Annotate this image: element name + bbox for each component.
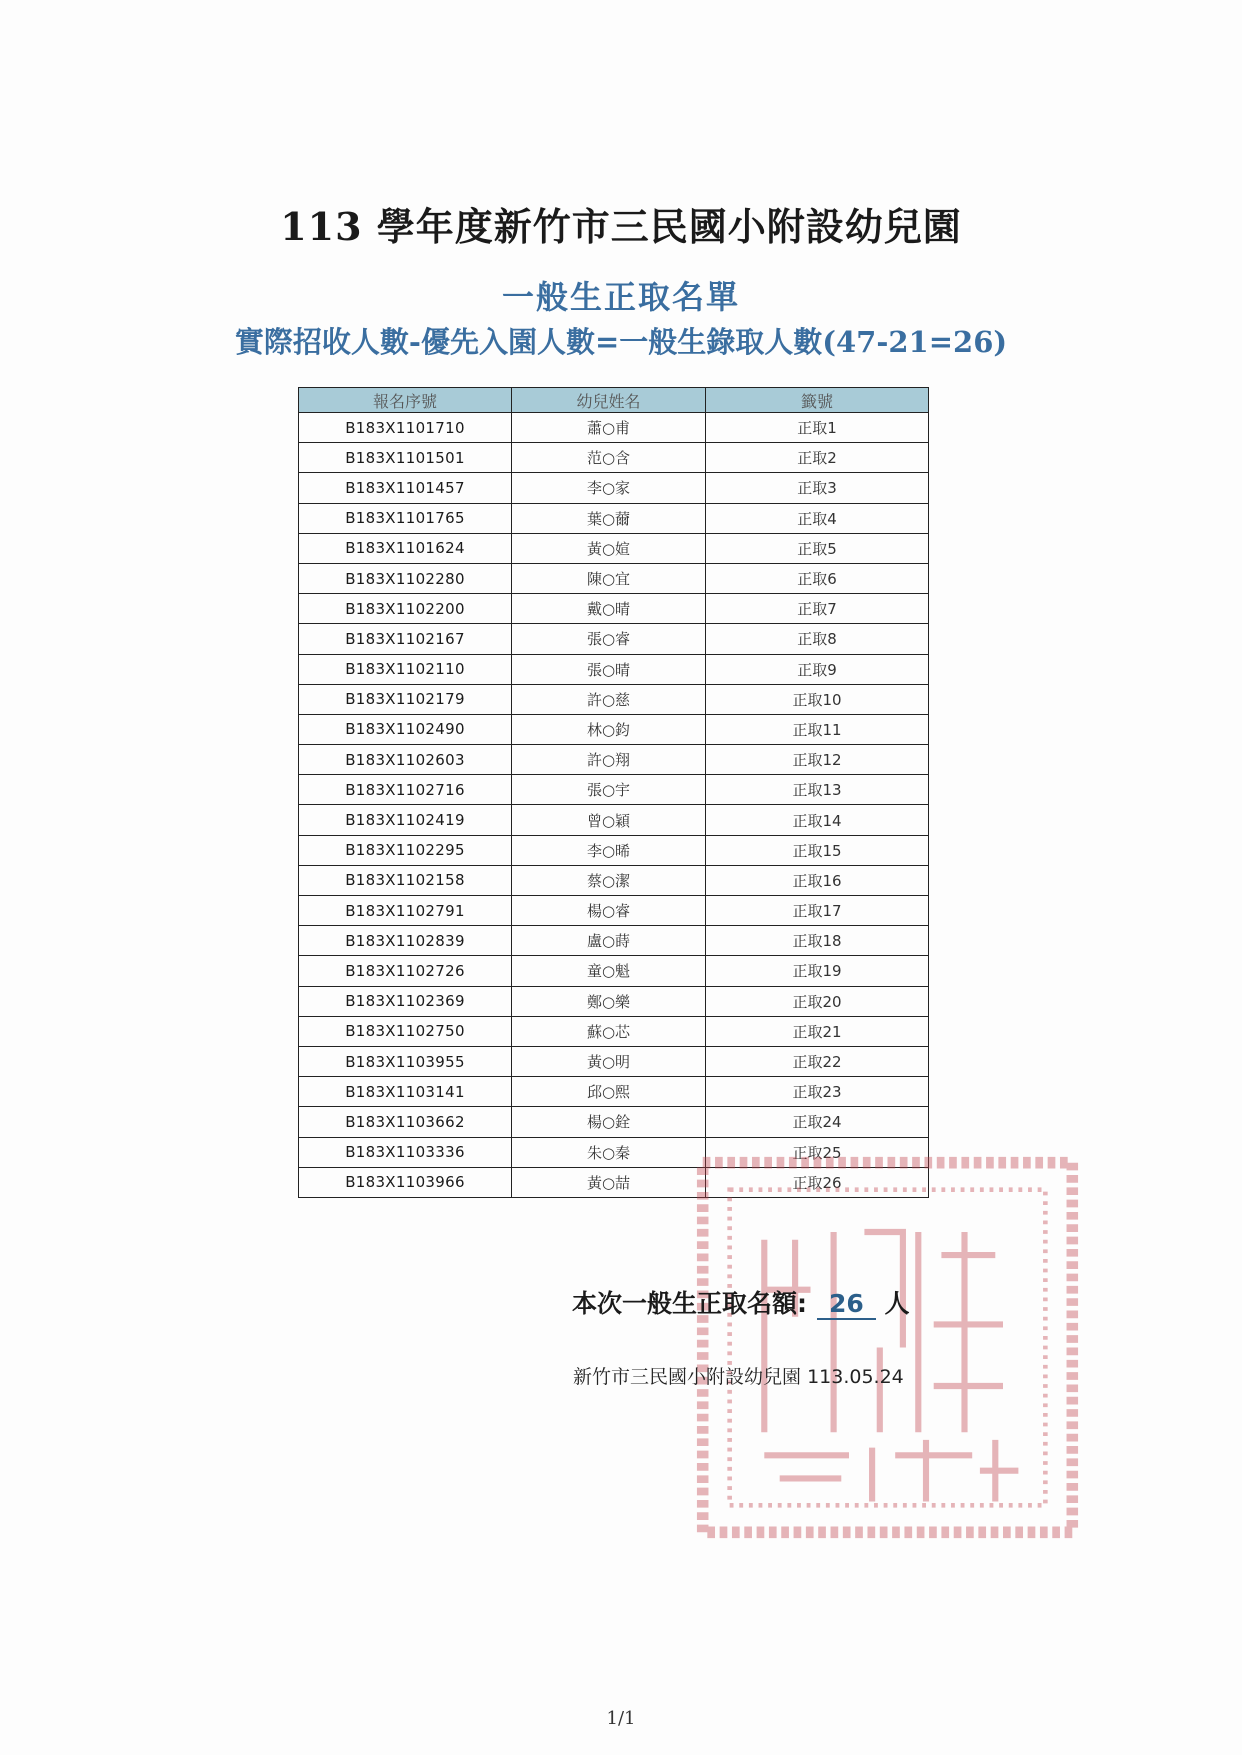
row-name: 許○慈 (512, 684, 706, 714)
total-label: 本次一般生正取名額: (572, 1289, 807, 1318)
row-tag: 正取8 (706, 624, 929, 654)
row-name: 戴○晴 (512, 594, 706, 624)
table-row (299, 926, 929, 956)
row-seq: B183X1101710 (299, 413, 512, 443)
row-name: 盧○蒔 (512, 926, 706, 956)
row-seq: B183X1102750 (299, 1016, 512, 1046)
row-seq: B183X1102179 (299, 684, 512, 714)
row-seq: B183X1101765 (299, 503, 512, 533)
table-row (299, 865, 929, 895)
row-seq: B183X1102295 (299, 835, 512, 865)
header-name: 幼兒姓名 (512, 388, 706, 413)
row-seq: B183X1102200 (299, 594, 512, 624)
table-row (299, 563, 929, 593)
row-seq: B183X1102839 (299, 926, 512, 956)
table-row (299, 835, 929, 865)
issue-date: 113.05.24 (807, 1366, 904, 1388)
row-seq: B183X1102791 (299, 896, 512, 926)
issuer-footer (573, 1362, 904, 1389)
row-tag: 正取12 (706, 745, 929, 775)
row-name: 鄭○樂 (512, 986, 706, 1016)
table-row (299, 956, 929, 986)
table-row (299, 654, 929, 684)
row-name: 蕭○甫 (512, 413, 706, 443)
row-seq: B183X1103966 (299, 1167, 512, 1197)
table-row (299, 896, 929, 926)
table-row (299, 805, 929, 835)
row-name: 楊○銓 (512, 1107, 706, 1137)
total-count: 26 (817, 1289, 876, 1320)
table-row (299, 443, 929, 473)
row-tag: 正取6 (706, 563, 929, 593)
row-seq: B183X1101457 (299, 473, 512, 503)
row-tag: 正取2 (706, 443, 929, 473)
table-row (299, 1167, 929, 1197)
row-seq: B183X1102419 (299, 805, 512, 835)
table-row (299, 594, 929, 624)
row-tag: 正取18 (706, 926, 929, 956)
row-name: 葉○薾 (512, 503, 706, 533)
table-row (299, 714, 929, 744)
row-tag: 正取4 (706, 503, 929, 533)
row-name: 張○宇 (512, 775, 706, 805)
row-seq: B183X1102726 (299, 956, 512, 986)
row-tag: 正取23 (706, 1077, 929, 1107)
row-seq: B183X1102158 (299, 865, 512, 895)
row-name: 林○鈞 (512, 714, 706, 744)
row-tag: 正取7 (706, 594, 929, 624)
row-tag: 正取25 (706, 1137, 929, 1167)
table-row (299, 1046, 929, 1076)
row-seq: B183X1101501 (299, 443, 512, 473)
admission-table (298, 387, 929, 1198)
row-name: 許○翔 (512, 745, 706, 775)
table-row (299, 1016, 929, 1046)
row-seq: B183X1102369 (299, 986, 512, 1016)
table-row (299, 745, 929, 775)
row-name: 黃○明 (512, 1046, 706, 1076)
row-tag: 正取13 (706, 775, 929, 805)
row-seq: B183X1103141 (299, 1077, 512, 1107)
row-tag: 正取20 (706, 986, 929, 1016)
row-name: 李○家 (512, 473, 706, 503)
row-name: 邱○熙 (512, 1077, 706, 1107)
header-tag: 籤號 (706, 388, 929, 413)
row-seq: B183X1103955 (299, 1046, 512, 1076)
row-name: 黃○媗 (512, 533, 706, 563)
row-name: 黃○喆 (512, 1167, 706, 1197)
row-name: 張○睿 (512, 624, 706, 654)
document-subtitle: 一般生正取名單 (501, 278, 740, 316)
row-seq: B183X1101624 (299, 533, 512, 563)
admission-total (572, 1284, 910, 1320)
table-header-row (299, 388, 929, 413)
row-tag: 正取5 (706, 533, 929, 563)
row-tag: 正取14 (706, 805, 929, 835)
table-row (299, 624, 929, 654)
row-name: 楊○睿 (512, 896, 706, 926)
row-tag: 正取19 (706, 956, 929, 986)
issuer-name: 新竹市三民國小附設幼兒園 (573, 1366, 802, 1388)
row-seq: B183X1103336 (299, 1137, 512, 1167)
table-body (299, 413, 929, 1198)
table-row (299, 1077, 929, 1107)
row-tag: 正取1 (706, 413, 929, 443)
official-seal (695, 1155, 1080, 1540)
row-tag: 正取17 (706, 896, 929, 926)
row-tag: 正取3 (706, 473, 929, 503)
row-seq: B183X1102110 (299, 654, 512, 684)
enrollment-formula: 實際招收人數-優先入園人數=一般生錄取人數(47-21=26) (234, 325, 1008, 359)
row-seq: B183X1102280 (299, 563, 512, 593)
row-tag: 正取9 (706, 654, 929, 684)
table-row (299, 413, 929, 443)
header-seq: 報名序號 (299, 388, 512, 413)
row-name: 朱○秦 (512, 1137, 706, 1167)
row-tag: 正取16 (706, 865, 929, 895)
row-name: 蔡○潔 (512, 865, 706, 895)
table-row (299, 1107, 929, 1137)
row-name: 蘇○芯 (512, 1016, 706, 1046)
row-seq: B183X1102603 (299, 745, 512, 775)
row-seq: B183X1102490 (299, 714, 512, 744)
row-seq: B183X1102167 (299, 624, 512, 654)
row-seq: B183X1103662 (299, 1107, 512, 1137)
table-row (299, 775, 929, 805)
table-row (299, 684, 929, 714)
row-name: 曾○穎 (512, 805, 706, 835)
table-row (299, 503, 929, 533)
row-name: 張○晴 (512, 654, 706, 684)
row-tag: 正取15 (706, 835, 929, 865)
row-seq: B183X1102716 (299, 775, 512, 805)
table-row (299, 533, 929, 563)
table-row (299, 986, 929, 1016)
row-tag: 正取26 (706, 1167, 929, 1197)
document-title: 113 學年度新竹市三民國小附設幼兒園 (280, 204, 962, 249)
row-tag: 正取24 (706, 1107, 929, 1137)
row-tag: 正取11 (706, 714, 929, 744)
page-number: 1/1 (606, 1708, 636, 1729)
row-tag: 正取22 (706, 1046, 929, 1076)
table-row (299, 1137, 929, 1167)
row-name: 范○含 (512, 443, 706, 473)
row-name: 陳○宜 (512, 563, 706, 593)
row-name: 童○魁 (512, 956, 706, 986)
table-row (299, 473, 929, 503)
row-tag: 正取21 (706, 1016, 929, 1046)
total-unit: 人 (884, 1289, 910, 1318)
row-tag: 正取10 (706, 684, 929, 714)
row-name: 李○晞 (512, 835, 706, 865)
